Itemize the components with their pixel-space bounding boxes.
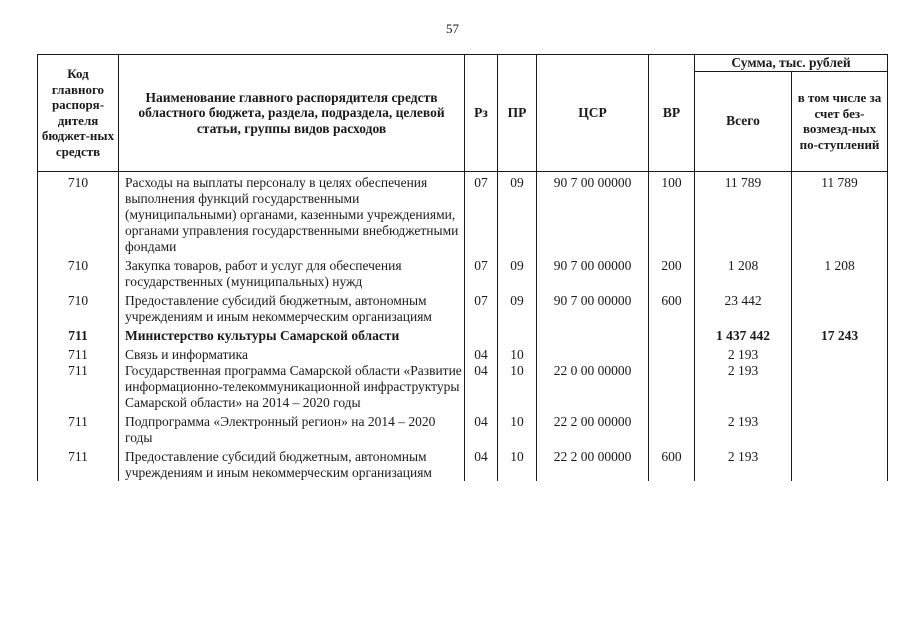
cell-total: 1 437 442	[695, 325, 792, 344]
cell-code: 710	[38, 255, 119, 290]
cell-rz	[465, 325, 498, 344]
cell-pr: 10	[498, 344, 537, 363]
cell-code: 711	[38, 411, 119, 446]
cell-vr: 600	[649, 446, 695, 481]
cell-rz: 04	[465, 411, 498, 446]
table-row	[38, 446, 888, 481]
cell-csr: 22 2 00 00000	[537, 411, 649, 446]
cell-csr: 90 7 00 00000	[537, 171, 649, 255]
cell-csr: 22 0 00 00000	[537, 363, 649, 411]
cell-csr	[537, 344, 649, 363]
cell-pr	[498, 325, 537, 344]
cell-name: Подпрограмма «Электронный регион» на 2014 – 2020 годы	[119, 411, 465, 446]
cell-vr: 200	[649, 255, 695, 290]
table-row	[38, 255, 888, 290]
cell-name: Государственная программа Самарской области «Развитие информационно-телекоммуникационной инфраструктуры Самарской области» на 2014 – 2020 годы	[119, 363, 465, 411]
cell-gratuitous	[792, 411, 888, 446]
cell-name: Предоставление субсидий бюджетным, автономным учреждениям и иным некоммерческим организациям	[119, 290, 465, 325]
cell-gratuitous	[792, 446, 888, 481]
cell-rz: 04	[465, 363, 498, 411]
cell-code: 710	[38, 171, 119, 255]
cell-gratuitous	[792, 344, 888, 363]
cell-gratuitous	[792, 363, 888, 411]
cell-csr	[537, 325, 649, 344]
header-csr: ЦСР	[537, 55, 649, 172]
cell-pr: 10	[498, 411, 537, 446]
table-row	[38, 344, 888, 363]
cell-code: 711	[38, 446, 119, 481]
cell-total: 2 193	[695, 446, 792, 481]
cell-total: 1 208	[695, 255, 792, 290]
header-sum: Сумма, тыс. рублей	[695, 55, 888, 72]
cell-code: 710	[38, 290, 119, 325]
cell-pr: 10	[498, 446, 537, 481]
cell-code: 711	[38, 325, 119, 344]
header-pr: ПР	[498, 55, 537, 172]
cell-total: 23 442	[695, 290, 792, 325]
cell-total: 11 789	[695, 171, 792, 255]
cell-gratuitous: 1 208	[792, 255, 888, 290]
cell-name: Закупка товаров, работ и услуг для обеспечения государственных (муниципальных) нужд	[119, 255, 465, 290]
budget-table	[37, 54, 888, 481]
cell-vr	[649, 411, 695, 446]
page-number: 57	[446, 21, 459, 36]
cell-name: Предоставление субсидий бюджетным, автономным учреждениям и иным некоммерческим организациям	[119, 446, 465, 481]
cell-csr: 22 2 00 00000	[537, 446, 649, 481]
cell-csr: 90 7 00 00000	[537, 255, 649, 290]
cell-rz: 04	[465, 344, 498, 363]
table-row	[38, 411, 888, 446]
cell-pr: 10	[498, 363, 537, 411]
cell-name: Расходы на выплаты персоналу в целях обеспечения выполнения функций государственными (муниципальными) органами, казенными учреждениями, органами управления государственными внебюджетными фондами	[119, 171, 465, 255]
cell-vr: 600	[649, 290, 695, 325]
cell-gratuitous: 17 243	[792, 325, 888, 344]
cell-pr: 09	[498, 290, 537, 325]
cell-vr	[649, 363, 695, 411]
cell-rz: 07	[465, 290, 498, 325]
cell-vr	[649, 344, 695, 363]
cell-gratuitous	[792, 290, 888, 325]
cell-rz: 07	[465, 255, 498, 290]
header-vr: ВР	[649, 55, 695, 172]
table-row	[38, 171, 888, 255]
header-name: Наименование главного распорядителя средств областного бюджета, раздела, подраздела, целевой статьи, группы видов расходов	[119, 55, 465, 172]
cell-vr	[649, 325, 695, 344]
cell-csr: 90 7 00 00000	[537, 290, 649, 325]
header-code: Код главного распоря-дителя бюджет-ных средств	[38, 55, 119, 172]
cell-pr: 09	[498, 255, 537, 290]
cell-name: Министерство культуры Самарской области	[119, 325, 465, 344]
cell-gratuitous: 11 789	[792, 171, 888, 255]
cell-total: 2 193	[695, 363, 792, 411]
cell-rz: 04	[465, 446, 498, 481]
cell-code: 711	[38, 344, 119, 363]
cell-name: Связь и информатика	[119, 344, 465, 363]
table-row	[38, 290, 888, 325]
cell-total: 2 193	[695, 344, 792, 363]
header-rz: Рз	[465, 55, 498, 172]
header-total: Всего	[695, 71, 792, 171]
cell-vr: 100	[649, 171, 695, 255]
cell-total: 2 193	[695, 411, 792, 446]
cell-code: 711	[38, 363, 119, 411]
cell-pr: 09	[498, 171, 537, 255]
table-row	[38, 363, 888, 411]
cell-rz: 07	[465, 171, 498, 255]
table-row	[38, 325, 888, 344]
header-gratuitous: в том числе за счет без-возмезд-ных по-ступлений	[792, 71, 888, 171]
